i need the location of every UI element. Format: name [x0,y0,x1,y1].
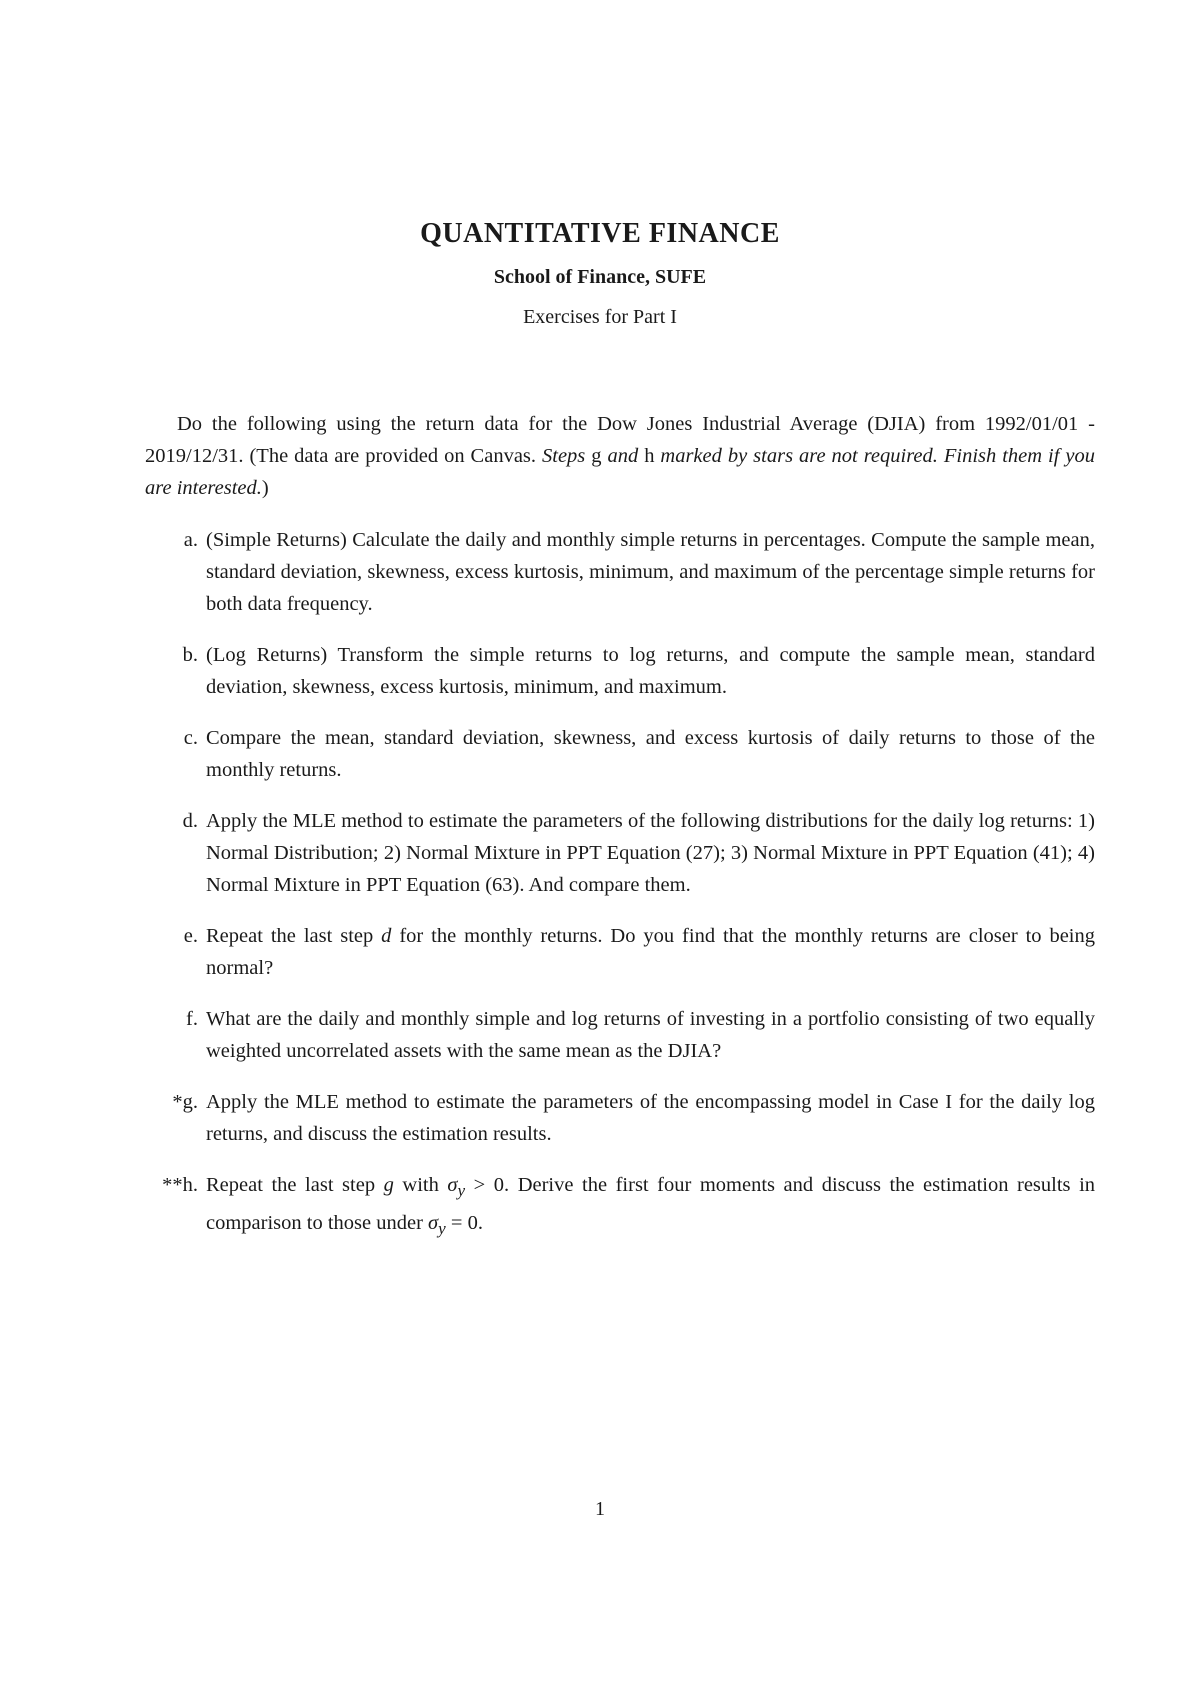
item-marker: c. [183,727,198,749]
document-subtitle: School of Finance, SUFE [493,266,707,288]
page-number: 1 [595,1498,605,1520]
intro-step-h: h [644,445,655,467]
step-variable: d [381,925,392,947]
item-text: for the monthly returns. Do you find that the monthly returns are closer to being normal? [206,925,1096,979]
equality: = 0 [445,1212,478,1235]
item-text: (Simple Returns) Calculate the daily and monthly simple returns in percentages. Compute the sample mean, standard deviation, skewness, excess kurtosis, minimum, and maximum of the percentage simple returns for both data frequency. [206,529,1095,615]
item-text: What are the daily and monthly simple and log returns of investing in a portfolio consisting of two equally weighted uncorrelated assets with the same mean as the DJIA? [206,1008,1095,1062]
item-text: Apply the MLE method to estimate the parameters of the following distributions for the daily log returns: 1) Normal Distribution; 2) Normal Mixture in PPT Equation (27); 3) Normal Mixture in PPT Equation (41); 4) Normal Mixture in PPT Equation (63). And compare them. [206,810,1095,896]
item-marker: *g. [172,1091,198,1113]
exercise-item-h [145,1169,1095,1245]
sigma-symbol: σ [428,1212,439,1235]
exercise-list [145,524,1095,1264]
inequality: > 0 [465,1174,505,1196]
step-variable: g [383,1174,394,1196]
exercise-item-g [145,1086,1095,1150]
intro-italic-text: Steps [542,445,592,467]
exercise-item-b [145,639,1095,703]
exercise-item-f [145,1003,1095,1067]
intro-italic-text: marked by stars are not required. Finish them if you are interested. [145,445,1096,499]
item-marker: b. [182,644,198,666]
intro-paragraph [145,408,1095,504]
item-marker: e. [183,925,198,947]
item-text: with [393,1174,448,1196]
exercise-item-d [145,805,1095,901]
item-text: Repeat the last step [206,1174,384,1196]
item-marker: f. [186,1008,198,1030]
item-text: Repeat the last step [206,925,382,947]
intro-step-g: g [591,445,602,467]
item-marker: **h. [162,1174,198,1196]
item-marker: a. [183,529,198,551]
intro-text: Do the following using the return data for the Dow Jones Industrial Average (DJIA) from 1992/01/01 - 2019/12/31. (The data are provided on Canvas. [145,413,1095,467]
exercise-item-e [145,920,1095,984]
document-caption: Exercises for Part I [523,306,677,328]
intro-close-paren: ) [261,477,269,499]
sigma-subscript: y [457,1181,466,1201]
item-text: Compare the mean, standard deviation, skewness, and excess kurtosis of daily returns to those of the monthly returns. [206,727,1095,781]
document-title: QUANTITATIVE FINANCE [420,218,780,249]
item-text: Apply the MLE method to estimate the parameters of the encompassing model in Case I for the daily log returns, and discuss the estimation results. [206,1091,1095,1145]
sigma-subscript: y [438,1219,446,1239]
item-text: (Log Returns) Transform the simple returns to log returns, and compute the sample mean, standard deviation, skewness, excess kurtosis, minimum, and maximum. [206,644,1095,698]
item-text: . [477,1212,483,1235]
exercise-item-c [145,722,1095,786]
item-marker: d. [182,810,198,832]
item-text: . Derive the first four moments and discuss the estimation results in comparison to those under [206,1174,1096,1235]
intro-italic-text: and [601,445,645,467]
sigma-symbol: σ [447,1174,458,1196]
exercise-item-a [145,524,1095,620]
